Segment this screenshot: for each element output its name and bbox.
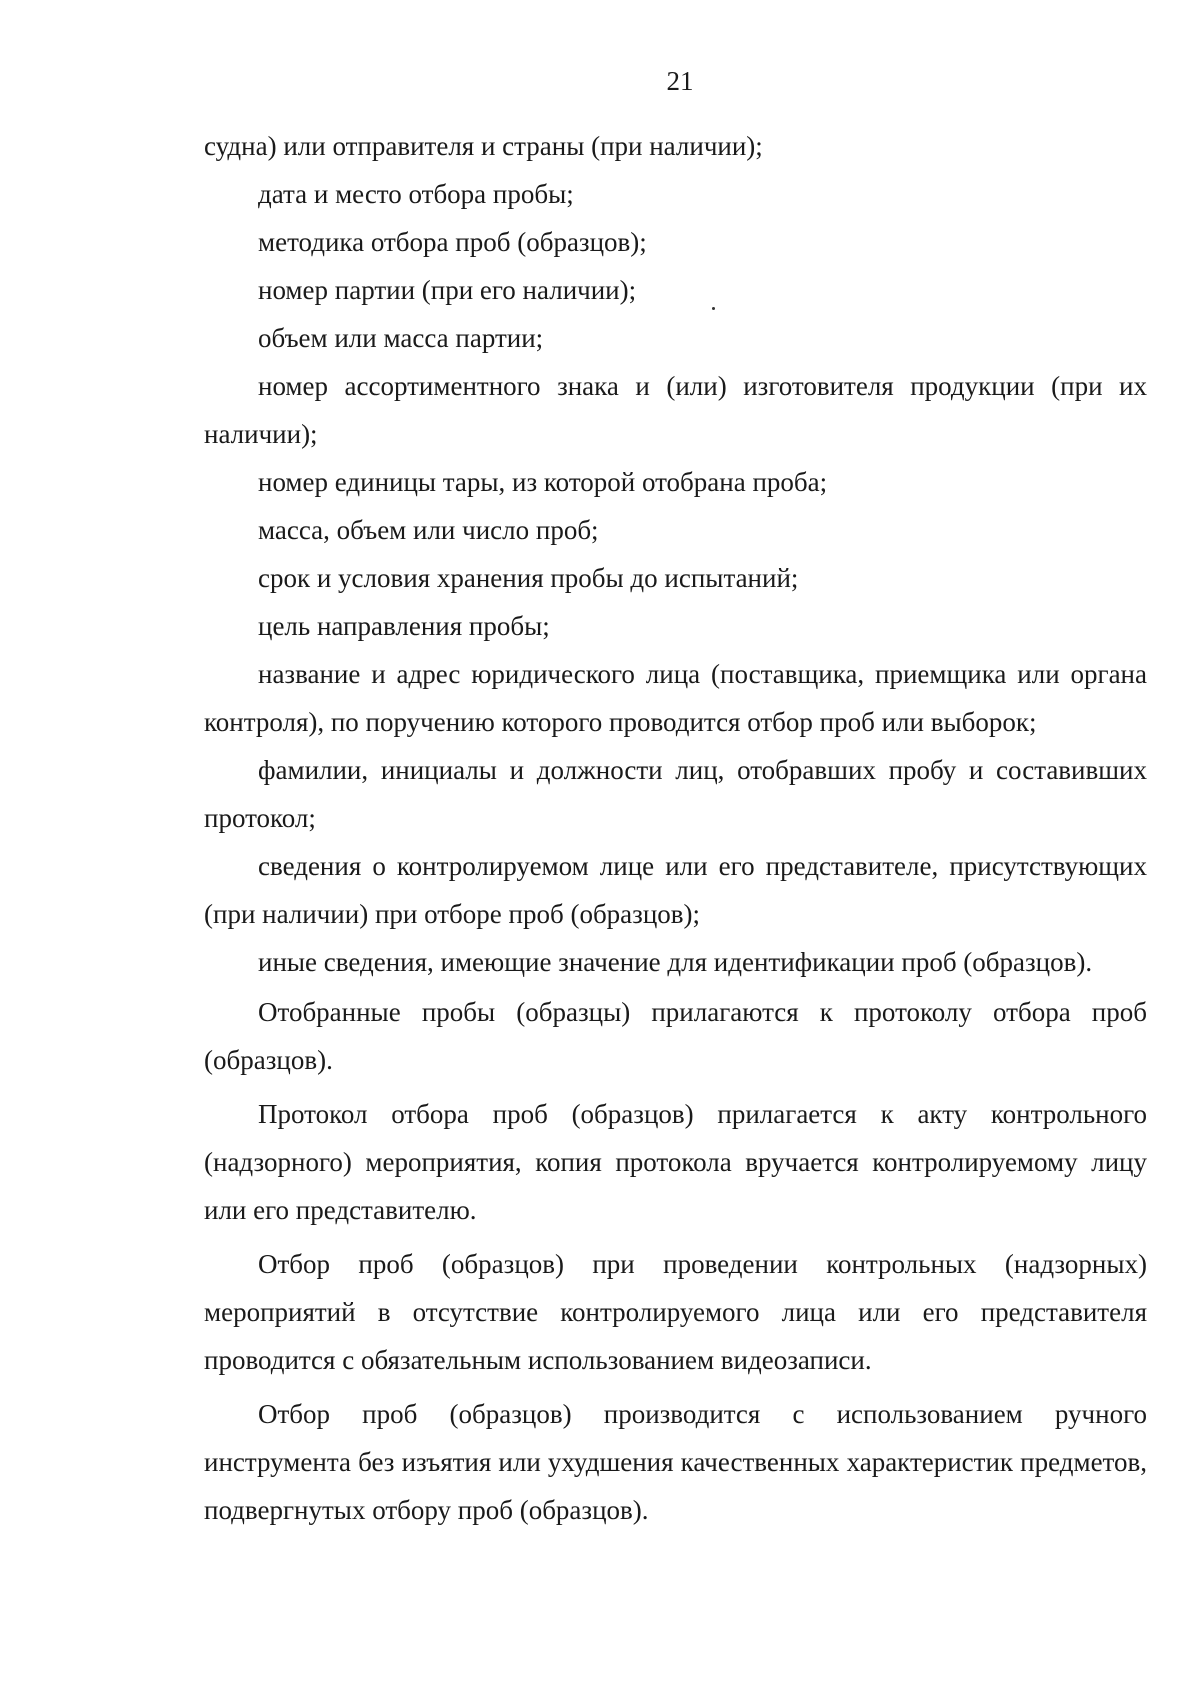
list-item-batch-number: номер партии (при его наличии);: [258, 275, 637, 305]
list-item-officials: фамилии, инициалы и должности лиц, отобравших пробу и составивших протокол;: [204, 755, 1147, 833]
list-item-sampling-method: методика отбора проб (образцов);: [258, 227, 647, 257]
paragraph-manual-instrument: Отбор проб (образцов) производится с использованием ручного инструмента без изъятия или ухудшения качественных характеристик предметов, подвергнутых отбору проб (образцов).: [204, 1399, 1147, 1525]
list-item-other-info: иные сведения, имеющие значение для идентификации проб (образцов).: [258, 947, 1093, 977]
paragraph-protocol-attached: Протокол отбора проб (образцов) прилагается к акту контрольного (надзорного) мероприятия, копия протокола вручается контролируемому лицу или его представителю.: [204, 1099, 1147, 1225]
page-number: 21: [666, 66, 694, 96]
list-item-storage-terms: срок и условия хранения пробы до испытаний;: [258, 563, 799, 593]
list-item-purpose: цель направления пробы;: [258, 611, 550, 641]
list-item-legal-entity: название и адрес юридического лица (поставщика, приемщика или органа контроля), по поручению которого проводится отбор проб или выборок;: [204, 659, 1147, 737]
list-item-container-number: номер единицы тары, из которой отобрана проба;: [258, 467, 828, 497]
document-body: [204, 122, 1147, 1534]
list-item-sampling-date: дата и место отбора пробы;: [258, 179, 574, 209]
list-item-batch-volume: объем или масса партии;: [258, 323, 544, 353]
paragraph-continuation: судна) или отправителя и страны (при наличии);: [204, 131, 763, 161]
list-item-assortment-mark: номер ассортиментного знака и (или) изготовителя продукции (при их наличии);: [204, 371, 1147, 449]
list-item-controlled-person: сведения о контролируемом лице или его представителе, присутствующих (при наличии) при отборе проб (образцов);: [204, 851, 1147, 929]
paragraph-samples-attached: Отобранные пробы (образцы) прилагаются к протоколу отбора проб (образцов).: [204, 997, 1147, 1075]
list-item-sample-mass: масса, объем или число проб;: [258, 515, 599, 545]
paragraph-video-recording: Отбор проб (образцов) при проведении контрольных (надзорных) мероприятий в отсутствие контролируемого лица или его представителя проводится с обязательным использованием видеозаписи.: [204, 1249, 1147, 1375]
